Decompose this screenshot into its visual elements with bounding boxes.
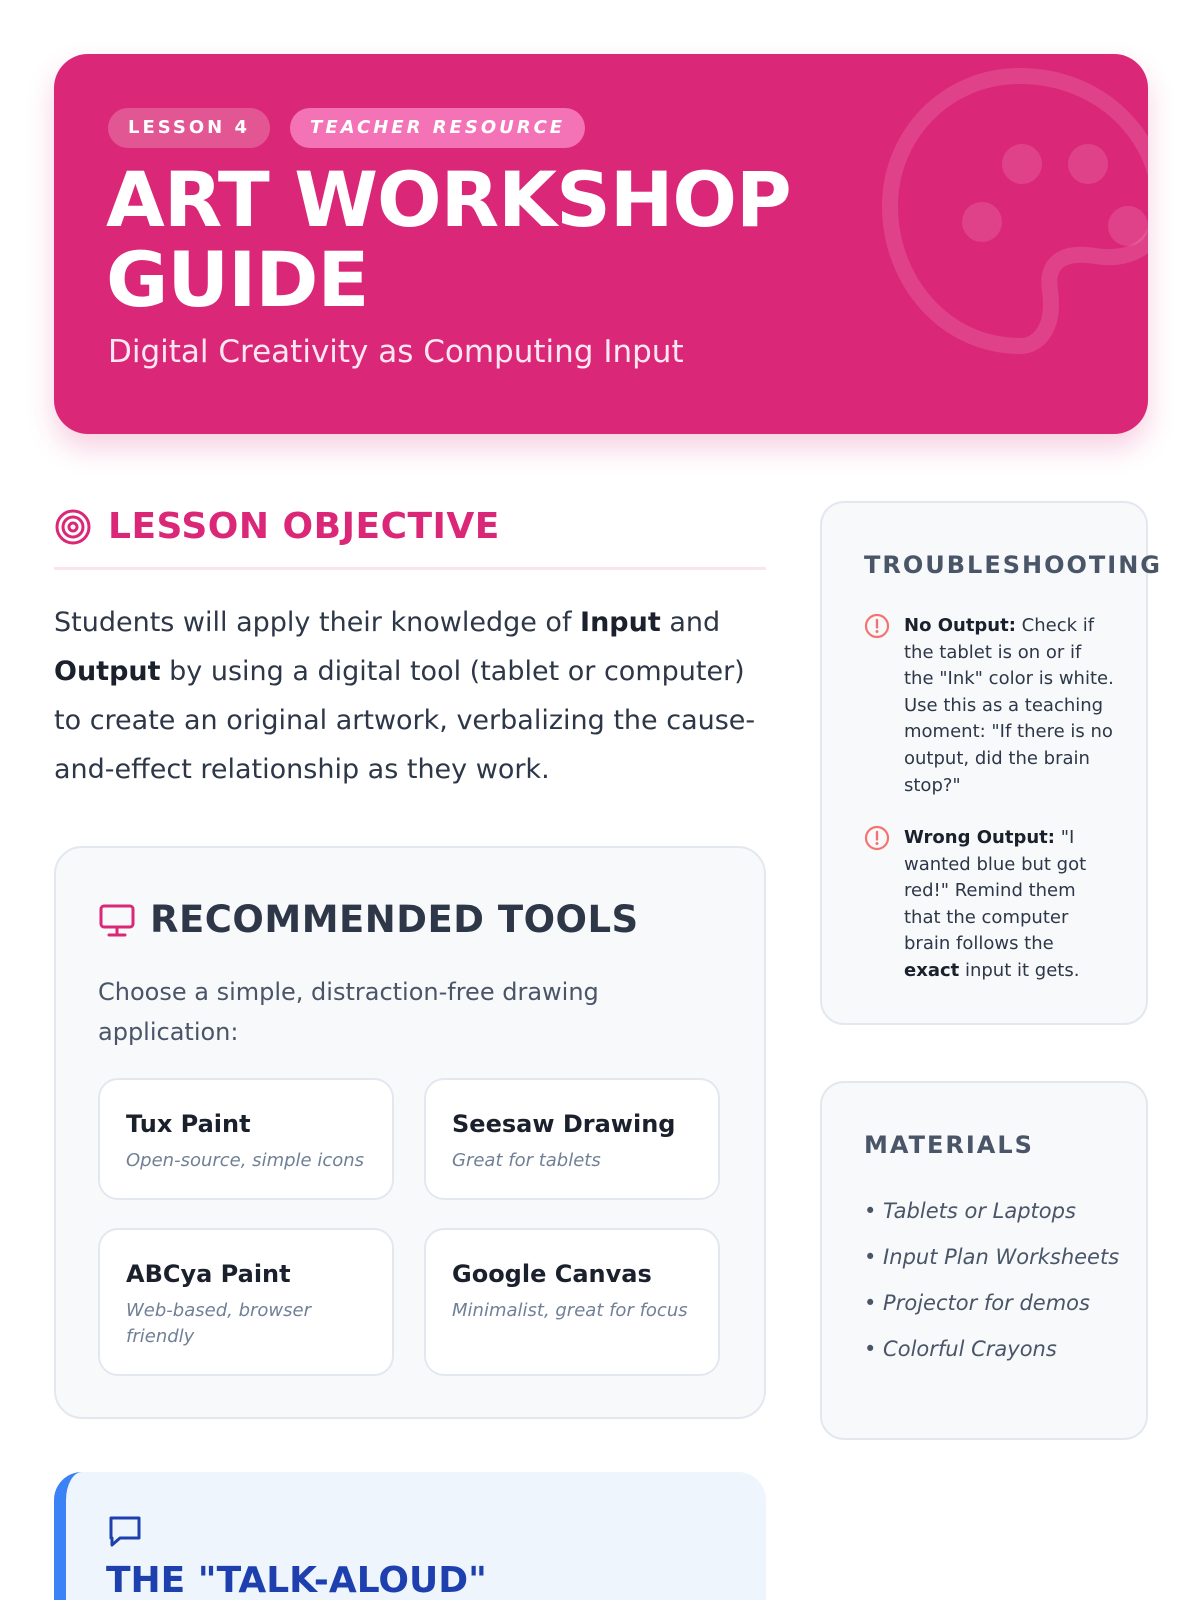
objective-text-part-3: by using a digital tool (tablet or computer) to create an original artwork, verbalizing the cause-and-effect relationship as they work. [54,656,756,785]
issue-description-part-2: input it gets. [959,959,1080,981]
tool-description: Great for tablets [452,1150,601,1171]
tool-card-abcya-paint [98,1228,394,1376]
lesson-number-badge: LESSON 4 [108,108,270,148]
teacher-resource-badge: TEACHER RESOURCE [290,108,585,148]
tool-description: Minimalist, great for focus [452,1300,688,1321]
troubleshooting-title: TROUBLESHOOTING [864,551,1162,579]
objective-heading [54,506,500,547]
alert-circle-icon [864,613,890,639]
tool-description: Open-source, simple icons [126,1150,365,1171]
talk-aloud-title: THE "TALK-ALOUD" [106,1560,487,1600]
tool-name: Tux Paint [126,1110,251,1138]
issue-label: Wrong Output: [904,827,1055,848]
tool-card-seesaw-drawing [424,1078,720,1200]
tools-heading [98,898,639,941]
tool-card-google-canvas [424,1228,720,1376]
alert-circle-icon [864,825,890,851]
materials-card [820,1081,1148,1440]
tool-description: Web-based, browser friendly [126,1300,311,1347]
tool-name: Seesaw Drawing [452,1110,676,1138]
materials-item: • Tablets or Laptops [864,1199,1076,1223]
objective-divider [54,567,766,570]
page-title [106,155,906,324]
tools-intro: Choose a simple, distraction-free drawing application: [98,978,599,1046]
issue-emphasis: exact [904,959,960,981]
objective-output-term: Output [54,656,161,687]
materials-title: MATERIALS [864,1131,1034,1159]
page-title-line-2: GUIDE [106,235,369,324]
lesson-header-banner [54,54,1148,434]
objective-text-part-2: and [660,607,721,638]
objective-input-term: Input [580,607,661,638]
tool-name: ABCya Paint [126,1260,291,1288]
materials-item: • Projector for demos [864,1291,1090,1315]
issue-description: Check if the tablet is on or if the "Ink" color is white. Use this as a teaching moment: "If there is no output, did the brain stop?" [904,615,1114,796]
header-badges [108,108,585,148]
target-icon [54,508,92,546]
troubleshooting-text [904,825,1114,985]
page-title-line-1: ART WORKSHOP [106,155,791,244]
recommended-tools-panel [54,846,766,1419]
troubleshooting-item-wrong-output [864,825,1114,985]
chat-bubble-icon [106,1512,144,1550]
issue-description-part-1: "I wanted blue but got red!" Remind them that the computer brain follows the [904,827,1087,955]
materials-item: • Input Plan Worksheets [864,1245,1120,1269]
page-subtitle: Digital Creativity as Computing Input [108,334,684,370]
tool-card-tux-paint [98,1078,394,1200]
tool-name: Google Canvas [452,1260,652,1288]
palette-icon [870,54,1148,356]
troubleshooting-card [820,501,1162,1025]
talk-aloud-panel [54,1472,766,1600]
objective-text [54,598,774,794]
objective-text-part-1: Students will apply their knowledge of [54,607,581,638]
troubleshooting-text [904,613,1114,799]
objective-title: LESSON OBJECTIVE [108,506,500,547]
materials-list [864,1195,1124,1379]
issue-label: No Output: [904,615,1016,636]
tools-title: RECOMMENDED TOOLS [150,898,639,941]
materials-item: • Colorful Crayons [864,1337,1057,1361]
troubleshooting-item-no-output [864,613,1114,799]
monitor-icon [98,901,136,939]
